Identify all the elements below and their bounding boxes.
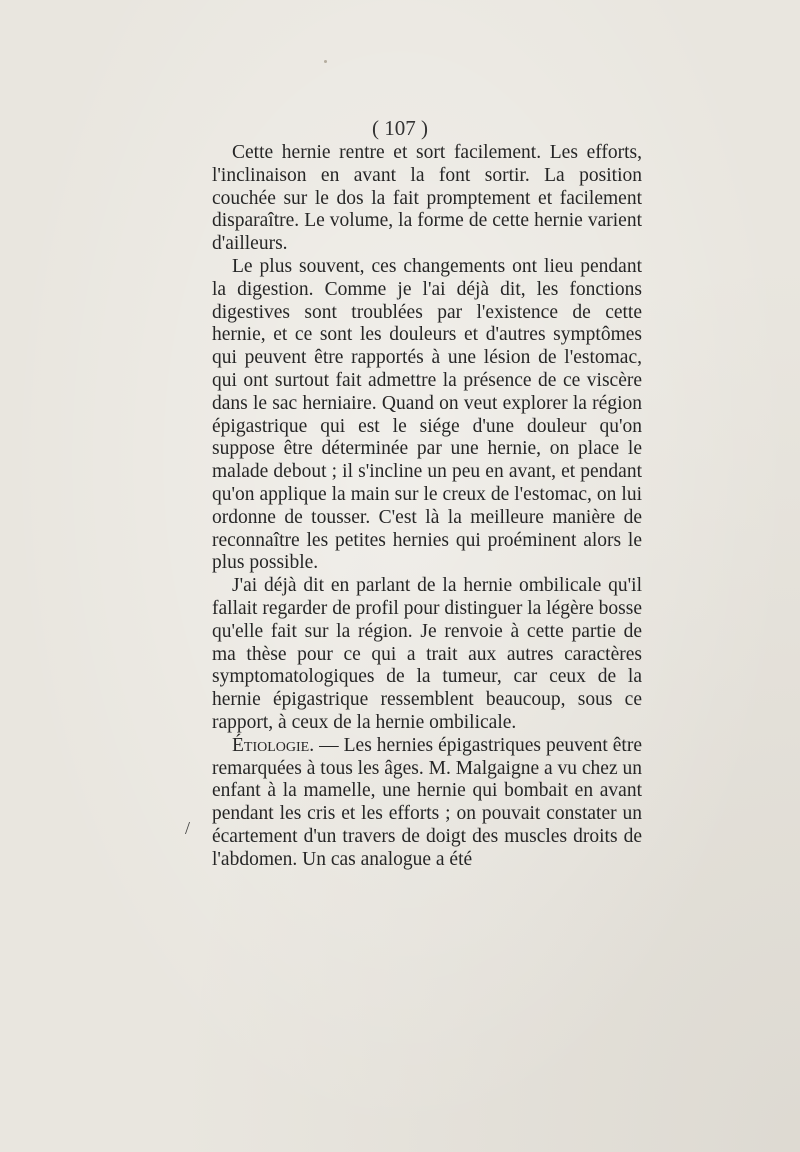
etiology-text: — Les hernies épigastriques peuvent être remarquées à tous les âges. M. Malgaigne a vu chez un enfant à la mamelle, une hernie qui bombait en avant pendant les cris et les efforts ; on pouvait constater un écartement d'un travers de doigt des muscles droits de l'abdomen. Un cas analogue a été (212, 734, 642, 870)
margin-mark: / (185, 818, 191, 838)
paragraph-2: Le plus souvent, ces changements ont lieu pendant la digestion. Comme je l'ai déjà dit, les fonctions digestives sont troublées par l'existence de cette hernie, et ce sont les douleurs et d'autres symptômes qui peuvent être rapportés à une lésion de l'estomac, qui ont surtout fait admettre la présence de ce viscère dans le sac herniaire. Quand on veut explorer la région épigastrique qui est le siége d'une douleur qu'on suppose être déterminée par une hernie, on place le malade debout ; il s'incline un peu en avant, et pendant qu'on applique la main sur le creux de l'estomac, on lui ordonne de tousser. C'est là la meilleure manière de reconnaître les petites hernies qui proéminent alors le plus possible. (212, 255, 642, 574)
paragraph-1: Cette hernie rentre et sort facilement. Les efforts, l'inclinaison en avant la font sortir. La position couchée sur le dos la fait promptement et facilement disparaître. Le volume, la forme de cette hernie varient d'ailleurs. (212, 142, 642, 255)
paper-speck (324, 60, 327, 63)
body-text (212, 142, 642, 872)
paragraph-etiology (212, 735, 642, 872)
paragraph-3: J'ai déjà dit en parlant de la hernie ombilicale qu'il fallait regarder de profil pour distinguer la légère bosse qu'elle fait sur la région. Je renvoie à cette partie de ma thèse pour ce qui a trait aux autres caractères symptomatologiques de la tumeur, car ceux de la hernie épigastrique ressemblent beaucoup, sous ce rapport, à ceux de la hernie ombilicale. (212, 575, 642, 733)
section-heading-etiology: Étiologie. (232, 734, 315, 756)
page-number: ( 107 ) (372, 116, 428, 140)
